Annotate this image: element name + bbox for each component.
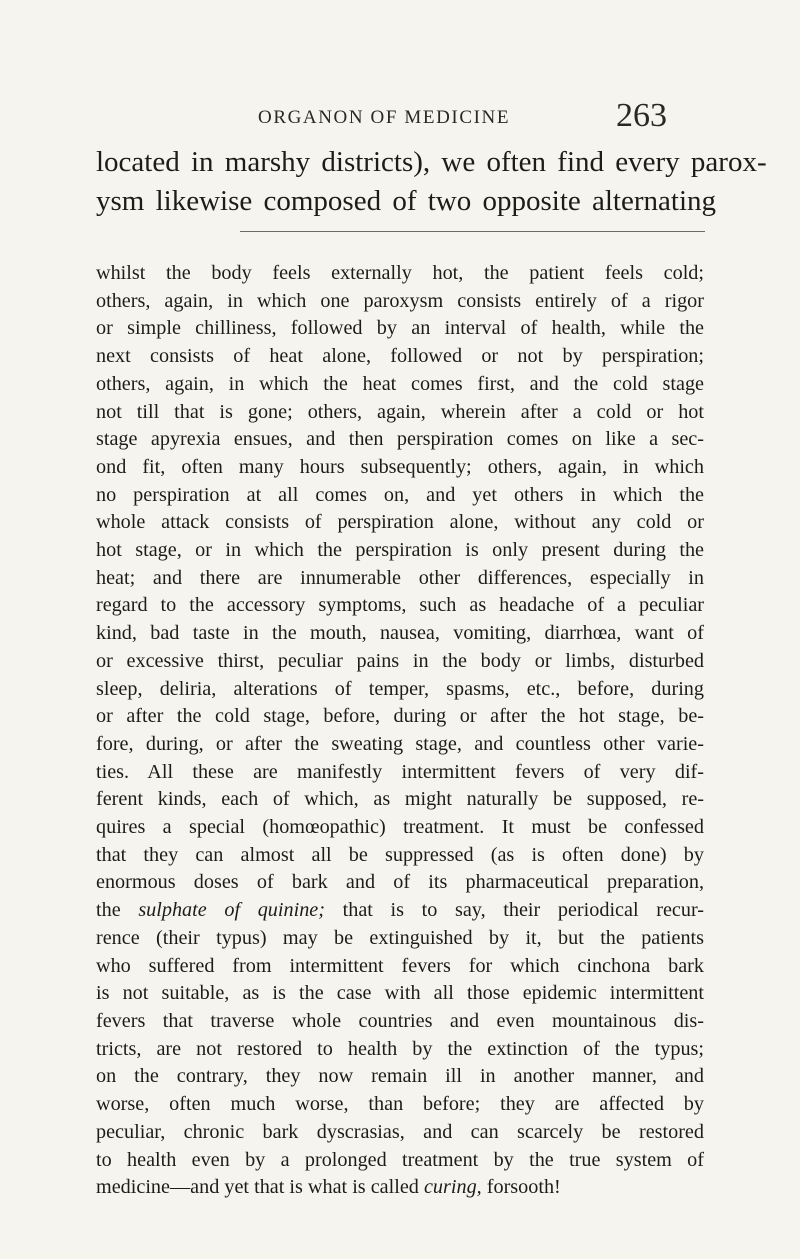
footnote-line: regard to the accessory symptoms, such as headache of a peculiar (96, 594, 704, 617)
main-text-line: located in marshy districts), we often find every parox- (96, 146, 767, 178)
footnote-line: not till that is gone; others, again, wherein after a cold or hot (96, 400, 704, 423)
footnote-line: whilst the body feels externally hot, the patient feels cold; (96, 262, 704, 284)
footnote-line: kind, bad taste in the mouth, nausea, vomiting, diarrhœa, want of (96, 622, 704, 645)
footnote-line: worse, often much worse, than before; they are affected by (96, 1093, 704, 1116)
footnote-text (96, 260, 704, 1202)
footnote-line: enormous doses of bark and of its pharmaceutical preparation, (96, 871, 704, 894)
footnote-line: ferent kinds, each of which, as might naturally be supposed, re- (96, 788, 704, 811)
text-run: that is to say, their periodical recur- (324, 899, 705, 922)
footnote-line: heat; and there are innumerable other differences, especially in (96, 566, 704, 589)
footnote-line: on the contrary, they now remain ill in another manner, and (96, 1065, 704, 1088)
footnote-line: ond fit, often many hours subsequently; others, again, in which (96, 455, 704, 478)
text-run: medicine—and yet that is what is called (96, 1176, 424, 1199)
footnote-line: no perspiration at all comes on, and yet others in which the (96, 483, 704, 506)
footnote-line: next consists of heat alone, followed or not by perspiration; (96, 345, 704, 368)
footnote-divider (240, 231, 705, 232)
italic-term-curing: curing, (423, 1176, 482, 1199)
footnote-line-quinine (96, 897, 704, 925)
footnote-line: fore, during, or after the sweating stage, and countless other varie- (96, 732, 704, 755)
footnote-line: sleep, deliria, alterations of temper, spasms, etc., before, during (96, 677, 704, 700)
footnote-line: tricts, are not restored to health by the extinction of the typus; (96, 1037, 704, 1060)
footnote-line: whole attack consists of perspiration alone, without any cold or (96, 511, 704, 534)
footnote-line: hot stage, or in which the perspiration is only present during the (96, 539, 704, 562)
footnote-last-line (96, 1174, 704, 1202)
footnote-line: or excessive thirst, peculiar pains in the body or limbs, disturbed (96, 649, 704, 672)
footnote-line: ties. All these are manifestly intermittent fevers of very dif- (96, 760, 704, 783)
text-run: the (96, 899, 139, 922)
footnote-line: fevers that traverse whole countries and even mountainous dis- (96, 1009, 704, 1032)
page-number: 263 (616, 97, 667, 134)
footnote-line: is not suitable, as is the case with all those epidemic intermittent (96, 982, 704, 1005)
footnote-line: peculiar, chronic bark dyscrasias, and can scarcely be restored (96, 1120, 704, 1143)
italic-term-sulphate-of-quinine: sulphate of quinine; (138, 899, 325, 922)
footnote-line: to health even by a prolonged treatment by the true system of (96, 1148, 704, 1171)
footnote-line: who suffered from intermittent fevers for which cinchona bark (96, 954, 704, 977)
main-text-line: ysm likewise composed of two opposite alternating (96, 185, 717, 217)
footnote-line: stage apyrexia ensues, and then perspiration comes on like a sec- (96, 428, 704, 451)
footnote-line: others, again, in which one paroxysm consists entirely of a rigor (96, 289, 704, 312)
text-run: forsooth! (481, 1176, 561, 1199)
footnote-line: that they can almost all be suppressed (as is often done) by (96, 843, 704, 866)
footnote-line: or simple chilliness, followed by an interval of health, while the (96, 317, 704, 340)
page-header (150, 97, 750, 143)
footnote-line: or after the cold stage, before, during or after the hot stage, be- (96, 705, 704, 728)
footnote-line: quires a special (homœopathic) treatment. It must be confessed (96, 816, 704, 839)
running-title: ORGANON OF MEDICINE (258, 107, 511, 128)
footnote-line: rence (their typus) may be extinguished by it, but the patients (96, 926, 704, 949)
main-text-continuation (96, 143, 767, 221)
footnote-line: others, again, in which the heat comes first, and the cold stage (96, 372, 704, 395)
